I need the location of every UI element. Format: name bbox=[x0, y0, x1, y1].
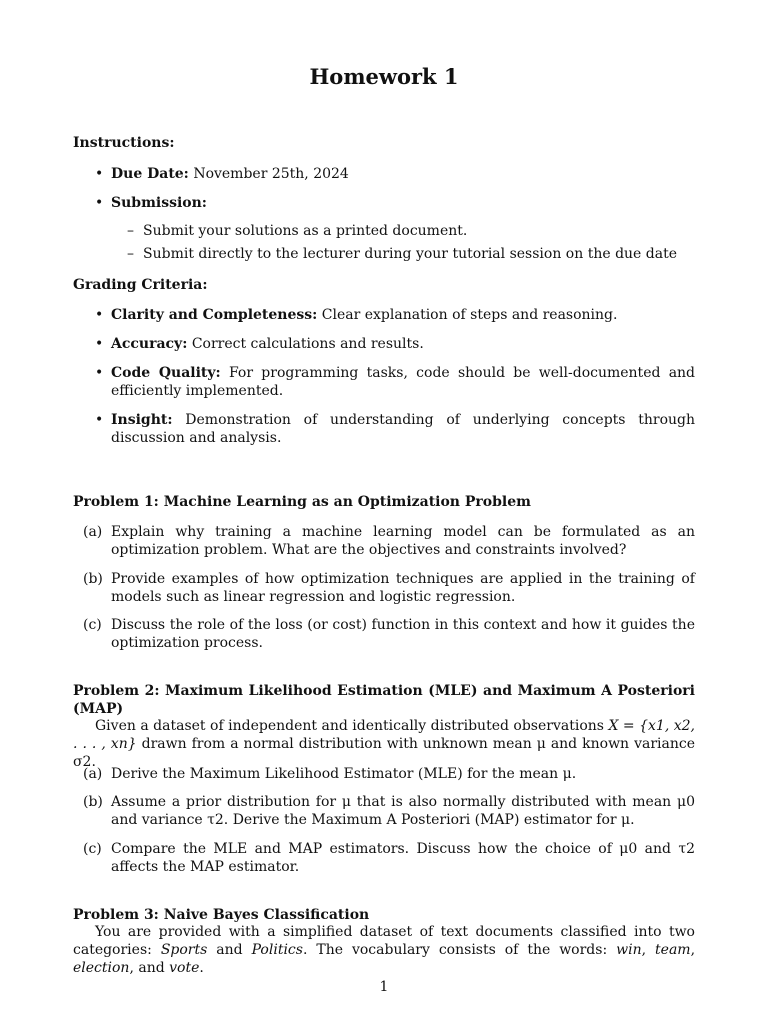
category-politics: Politics bbox=[251, 942, 303, 958]
grading-label: Insight: bbox=[111, 412, 173, 428]
grading-label: Clarity and Completeness: bbox=[111, 307, 318, 323]
grading-label: Accuracy: bbox=[111, 336, 188, 352]
grading-label: Code Quality: bbox=[111, 365, 221, 381]
document-title: Homework 1 bbox=[309, 64, 459, 89]
problem2-heading: Problem 2: Maximum Likelihood Estimation (MLE) and Maximum A Posteriori (MAP) bbox=[73, 683, 695, 717]
due-date-value: November 25th, 2024 bbox=[193, 166, 349, 182]
page-number: 1 bbox=[379, 979, 389, 995]
category-sports: Sports bbox=[160, 942, 208, 958]
bullet-icon: • bbox=[95, 412, 104, 428]
submission-label: Submission: bbox=[111, 195, 207, 211]
problem3-heading: Problem 3: Naive Bayes Classification bbox=[73, 907, 370, 923]
bullet-icon: • bbox=[95, 365, 104, 381]
bullet-icon: • bbox=[95, 307, 104, 323]
dataset-math: X = {x1, x2, . . . , xn} bbox=[73, 718, 695, 752]
bullet-icon: • bbox=[95, 166, 104, 182]
dash-icon: – bbox=[127, 246, 134, 262]
bullet-icon: • bbox=[95, 195, 104, 211]
problem2-intro: Given a dataset of independent and identically distributed observations X = {x1, x2, . . . , xn} drawn from a normal distribution with unknown mean μ and known variance σ2. bbox=[73, 718, 695, 770]
due-date-label: Due Date: bbox=[111, 166, 189, 182]
problem1-heading: Problem 1: Machine Learning as an Optimization Problem bbox=[73, 494, 531, 510]
bullet-icon: • bbox=[95, 336, 104, 352]
dash-icon: – bbox=[127, 223, 134, 239]
grading-heading: Grading Criteria: bbox=[73, 277, 208, 293]
problem3-intro: You are provided with a simplified dataset of text documents classified into two categories: Sports and Politics. The vocabulary consists of the words: win, team, election, and vote. bbox=[73, 924, 696, 976]
instructions-heading: Instructions: bbox=[73, 135, 175, 151]
